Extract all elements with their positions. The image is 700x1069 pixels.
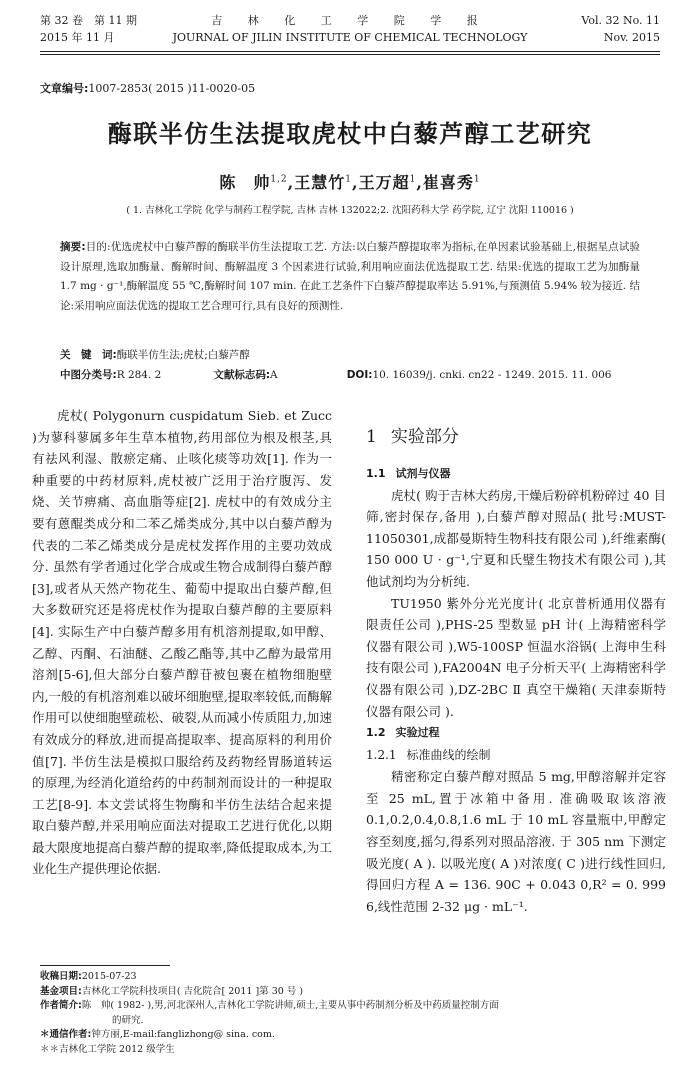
author-affil-sup: 1,2 [270, 174, 288, 185]
footnote-author-cont: 的研究. [112, 1014, 144, 1026]
header-volume [40, 12, 137, 46]
instruments-paragraph: TU1950 紫外分光光度计( 北京普析通用仪器有限责任公司 ),PHS-25 型数显 pH 计( 上海精密科学仪器有限公司 ),W5-100SP 恒温水浴锅( 上海申生科技有限公司 ),FA2004N 电子分析天平( 上海精密科学仪器有限公司 ),DZ-2BC Ⅱ 真空干燥箱( 天津泰斯特仪器有限公司 ). [366, 595, 666, 719]
header-date-cn: 2015 年 11 月 [40, 31, 115, 44]
keywords-label: 关 键 词: [60, 349, 117, 361]
keywords [60, 346, 250, 366]
footnote-author [40, 999, 660, 1014]
section-heading-1-1 [366, 463, 666, 485]
footnotes [40, 970, 660, 1057]
abstract-label: 摘要: [60, 241, 86, 253]
body-right-column [366, 405, 666, 917]
author-name: 陈 帅 [219, 173, 271, 192]
abstract [60, 238, 640, 316]
journal-name-en: JOURNAL OF JILIN INSTITUTE OF CHEMICAL TECHNOLOGY [172, 31, 528, 44]
clc-value: R 284. 2 [116, 369, 162, 381]
author-list: 陈 帅$^{1,2}$,王慧竹$^1$,王万超$^1$,崔喜秀$^1$ [219, 173, 481, 192]
section-title: 试剂与仪器 [395, 466, 451, 480]
corr-label: ＊通信作者: [40, 1029, 92, 1040]
header-date-en: Nov. 2015 [603, 31, 660, 44]
corr-text: 钟方丽,E-mail:fanglizhong@ sina. com. [91, 1029, 275, 1040]
footnote-rule [40, 965, 170, 966]
keywords-text: 酶联半仿生法;虎杖;白藜芦醇 [116, 349, 250, 361]
doi-label: DOI: [346, 369, 373, 381]
fund-label: 基金项目: [40, 985, 82, 997]
section-number: 1.1 [366, 466, 386, 480]
header-rule-top [40, 51, 660, 52]
section-number: 1.2.1 [366, 748, 397, 763]
footnote-received [40, 970, 660, 985]
article-number-value: 1007-2853( 2015 )11-0020-05 [88, 82, 256, 95]
doc-code-label: 文献标志码: [213, 369, 271, 381]
section-number: 1 [366, 427, 377, 447]
clc-label: 中图分类号: [60, 369, 117, 381]
header-volume-cn: 第 32 卷 第 11 期 [40, 14, 137, 27]
section-heading-1-2-1 [366, 744, 666, 766]
article-number-label: 文章编号: [40, 82, 89, 95]
journal-name-cn: 吉 林 化 工 学 院 学 报 [211, 14, 489, 27]
article-number [40, 80, 255, 96]
footnote-student: ＊＊吉林化工学院 2012 级学生 [40, 1043, 175, 1055]
doc-code-value: A [270, 369, 278, 381]
classification-line [60, 366, 640, 386]
header-vol-en: Vol. 32 No. 11 [581, 14, 660, 27]
reagents-paragraph: 虎杖( 购于吉林大药房,干燥后粉碎机粉碎过 40 目筛,密封保存,备用 ),白藜芦醇对照品( 批号:MUST-11050301,成都曼斯特生物科技有限公司 ),纤维素酶( 150 000 U · g⁻¹,宁夏和氏璧生物技术有限公司 ),其他试剂均为分析纯. [366, 487, 666, 589]
header-journal [160, 12, 540, 46]
doi-value: 10. 16039/j. cnki. cn22 - 1249. 2015. 11. 006 [372, 369, 612, 381]
abstract-text: 目的:优选虎杖中白藜芦醇的酶联半仿生法提取工艺. 方法:以白藜芦醇提取率为指标,在单因素试验基础上,根据星点试验设计原理,选取加酶量、酶解时间、酶解温度 3 个因素进行试验,利用响应面法优选提取工艺. 结果:优选的提取工艺为加酶量 1.7 mg · g⁻¹,酶解温度 55 ℃,酶解时间 107 min. 在此工艺条件下白藜芦醇提取率达 5.91%,与预测值 5.94% 较为接近. 结论:采用响应面法优选的提取工艺合理可行,具有良好的预测性. [60, 241, 640, 312]
author-info-text: 陈 帅( 1982- ),男,河北深州人,吉林化工学院讲师,硕士,主要从事中药制剂分析及中药质量控制方面 [81, 1000, 499, 1011]
standard-curve-paragraph: 精密称定白藜芦醇对照品 5 mg,甲醇溶解并定容至 25 mL,置于冰箱中备用. 准确吸取该溶液 0.1,0.2,0.4,0.8,1.6 mL 于 10 mL 容量瓶中,甲醇定容至刻度,摇匀,得系列对照品溶液. 于 305 nm 下测定吸光度( A ). 以吸光度( A )对浓度( C )进行线性回归,得回归方程 A = 136. 90C + 0.043 0,R² = 0. 999 6,线性范围 2-32 μg · mL⁻¹. [366, 769, 666, 914]
section-title: 实验过程 [395, 726, 440, 740]
section-heading-1 [366, 427, 666, 449]
footnote-fund [40, 985, 660, 1000]
paper-title: 酶联半仿生法提取虎杖中白藜芦醇工艺研究 [107, 120, 593, 148]
received-date: 2015-07-23 [81, 971, 137, 982]
footnote-correspondence [40, 1028, 660, 1043]
header-rule-bottom [40, 54, 660, 55]
author-info-label: 作者简介: [40, 1000, 82, 1011]
section-heading-1-2 [366, 722, 666, 744]
author-affil-sup: 1 [473, 174, 481, 185]
body-left-column [32, 405, 332, 880]
affiliation: ( 1. 吉林化工学院 化学与制药工程学院, 吉林 吉林 132022;2. 沈阳药科大学 药学院, 辽宁 沈阳 110016 ) [126, 205, 574, 216]
author-name: 王万超 [358, 173, 410, 192]
header-volume-en [581, 12, 660, 46]
author-name: 崔喜秀 [422, 173, 474, 192]
author-affil-sup: 1 [409, 174, 417, 185]
section-number: 1.2 [366, 726, 386, 740]
intro-paragraph: 虎杖( Polygonurn cuspidatum Sieb. et Zucc )为蓼科蓼属多年生草本植物,药用部位为根及根茎,具有祛风利湿、散瘀定痛、止咳化痰等功效[1]. 作为一种重要的中药材原料,虎杖被广泛用于治疗腹泻、发烧、关节痹痛、高血脂等症[2]. 虎杖中的有效成分主要有蒽醌类成分和二苯乙烯类成分,其中以白藜芦醇为代表的二苯乙烯类成分是虎杖发挥作用的主要功效成分. 虽然有学者通过化学合成或生物合成制得白藜芦醇[3],或者从天然产物花生、葡萄中提取出白藜芦醇,但大多数研究还是将虎杖作为提取白藜芦醇的主要原料[4]. 实际生产中白藜芦醇多用有机溶剂提取,如甲醇、乙醇、丙酮、石油醚、乙酸乙酯等,其中乙醇为最常用溶剂[5-6],但大部分白藜芦醇苷被包裹在植物细胞壁内,一般的有机溶剂难以破坏细胞壁,提取率较低,而酶解作用可以使细胞壁疏松、破裂,从而减小传质阻力,加速有效成分的释放,进而提高提取率、提高原料的利用价值[7]. 半仿生法是模拟口服给药及药物经胃肠道转运的原理,为经消化道给药的中药制剂而设计的一种提取工艺[8-9]. 本文尝试将生物酶和半仿生法结合起来提取白藜芦醇,并采用响应面法对提取工艺进行优化,以期最大限度地提高白藜芦醇的提取率,降低提取成本,为工业化生产提供理论依据. [32, 408, 332, 877]
section-title: 标准曲线的绘制 [406, 748, 491, 763]
section-title: 实验部分 [390, 427, 459, 447]
author-name: 王慧竹 [294, 173, 346, 192]
fund-text: 吉林化工学院科技项目( 吉化院合[ 2011 ]第 30 号 ) [81, 985, 304, 997]
received-label: 收稿日期: [40, 971, 82, 982]
author-affil-sup: 1 [345, 174, 352, 185]
